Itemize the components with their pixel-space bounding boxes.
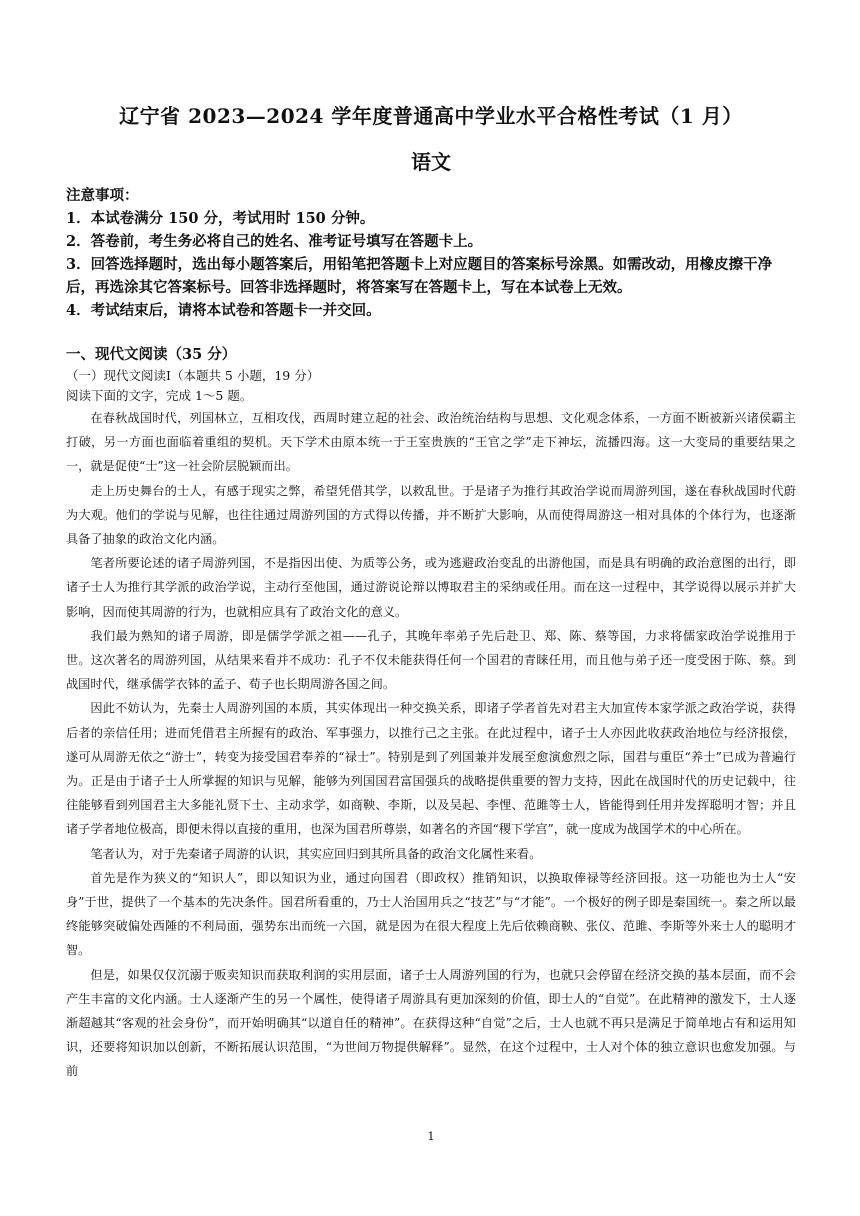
subsection-block [66,366,796,406]
passage-paragraph-2: 走上历史舞台的士人，有感于现实之弊，希望凭借其学，以救乱世。于是诸子为推行其政治学说而周游列国，遂在春秋战国时代蔚为大观。他们的学说与见解，也往往通过周游列国的方式得以传播，并不断扩大影响，从而使得周游这一相对具体的个体行为，也逐渐具备了抽象的政治文化内涵。 [66,483,796,547]
passage-paragraph-8: 但是，如果仅仅沉溺于贩卖知识而获取利润的实用层面，诸子士人周游列国的行为，也就只会停留在经济交换的基本层面，而不会产生丰富的文化内涵。士人逐渐产生的另一个属性，使得诸子周游具有更加深刻的价值，即士人的“自觉”。在此精神的激发下，士人逐渐超越其“客观的社会身份”，而开始明确其“以道自任的精神”。在获得这种“自觉”之后，士人也就不再只是满足于简单地占有和运用知识，还要将知识加以创新，不断拓展认识范围，“为世间万物提供解释”。显然，在这个过程中，士人对个体的独立意识也愈发加强。与前 [66,967,796,1079]
subject-title: 语文 [411,150,451,174]
exam-title: 辽宁省 2023—2024 学年度普通高中学业水平合格性考试（1 月） [119,104,743,128]
notice-block [66,184,796,322]
page-number: 1 [427,1130,435,1143]
reading-instruction: 阅读下面的文字，完成 1～5 题。 [66,388,253,403]
reading-passage [66,406,796,1084]
passage-paragraph-7: 首先是作为狭义的“知识人”，即以知识为业，通过向国君（即政权）推销知识，以换取俸禄等经济回报。这一功能也为士人“安身”于世，提供了一个基本的先决条件。国君所看重的，乃士人治国用兵之“技艺”与“才能”。一个极好的例子即是秦国统一。秦之所以最终能够突破偏处西陲的不利局面，强势东出而统一六国，就是因为在很大程度上先后依赖商鞅、张仪、范雎、李斯等外来士人的聪明才智。 [66,870,796,958]
passage-paragraph-6: 笔者认为，对于先秦诸子周游的认识，其实应回归到其所具备的政治文化属性来看。 [90,846,542,861]
notice-heading: 注意事项： [66,187,139,204]
notice-item-4: 4．考试结束后，请将本试卷和答题卡一并交回。 [66,302,381,319]
subsection-heading: （一）现代文阅读Ⅰ（本题共 5 小题，19 分） [66,368,320,383]
passage-paragraph-3: 笔者所要论述的诸子周游列国，不是指因出使、为质等公务，或为逃避政治变乱的出游他国，而是具有明确的政治意图的出行，即诸子士人为推行其学派的政治学说，主动行至他国，通过游说论辩以博取君主的采纳或任用。而在这一过程中，其学说得以展示并扩大影响，因而使其周游的行为，也就相应具有了政治文化的意义。 [66,556,796,619]
notice-item-3: 3．回答选择题时，选出每小题答案后，用铅笔把答题卡上对应题目的答案标号涂黑。如需改动，用橡皮擦干净后，再选涂其它答案标号。回答非选择题时，将答案写在答题卡上，写在本试卷上无效。 [66,256,773,296]
passage-paragraph-4: 我们最为熟知的诸子周游，即是儒学学派之祖——孔子，其晚年率弟子先后赴卫、郑、陈、蔡等国，力求将儒家政治学说推用于世。这次著名的周游列国，从结果来看并不成功：孔子不仅未能获得任何一个国君的青睐任用，而且他与弟子还一度受困于陈、蔡。到战国时代，继承儒学衣钵的孟子、荀子也长期周游各国之间。 [66,628,796,692]
notice-item-1: 1．本试卷满分 150 分，考试用时 150 分钟。 [66,210,375,227]
notice-item-2: 2．答卷前，考生务必将自己的姓名、准考证号填写在答题卡上。 [66,233,483,250]
passage-paragraph-5: 因此不妨认为，先秦士人周游列国的本质，其实体现出一种交换关系，即诸子学者首先对君主大加宣传本家学派之政治学说，获得后者的亲信任用；进而凭借君主所握有的政治、军事强力，以推行己之主张。在此过程中，诸子士人亦因此收获政治地位与经济报偿，遂可从周游无依之“游士”，转变为接受国君奉养的“禄士”。特别是到了列国兼并发展至愈演愈烈之际，国君与重臣“养士”已成为普遍行为。正是由于诸子士人所掌握的知识与见解，能够为列国国君富国强兵的战略提供重要的智力支持，因此在战国时代的历史记载中，往往能够看到列国君主大多能礼贤下士、主动求学，如商鞅、李斯，以及吴起、李悝、范雎等士人，皆能得到任用并发挥聪明才智；并且诸子学者地位极高，即便未得以直接的重用，也深为国君所尊崇，如著名的齐国“稷下学宫”，就一度成为战国学术的中心所在。 [66,701,796,837]
passage-paragraph-1: 在春秋战国时代，列国林立，互相攻伐，西周时建立起的社会、政治统治结构与思想、文化观念体系，一方面不断被新兴诸侯霸主打破，另一方面也面临着重组的契机。天下学术由原本统一于王室贵族的“王官之学”走下神坛，流播四海。这一大变局的重要结果之一，就是促使“士”这一社会阶层脱颖而出。 [66,411,796,474]
section-heading: 一、现代文阅读（35 分） [66,346,237,363]
